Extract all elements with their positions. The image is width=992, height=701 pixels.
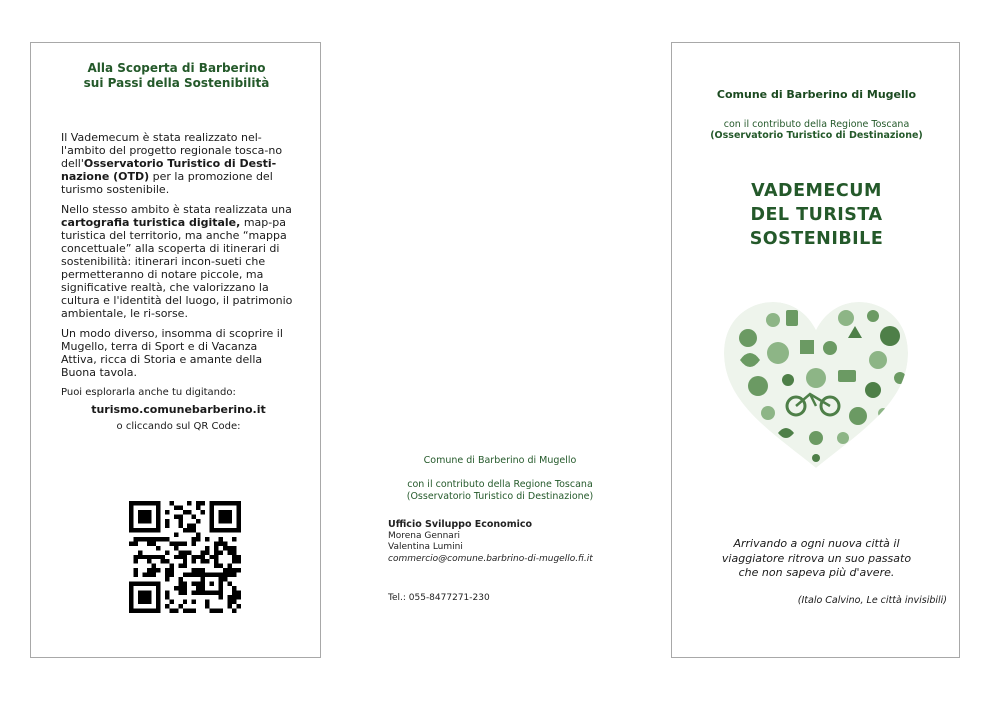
office-contacts [388, 519, 628, 565]
cover-comune: Comune di Barberino di Mugello [716, 88, 917, 101]
cover-quote [672, 537, 961, 581]
cover-title [672, 179, 961, 251]
title-line-2: sui Passi della Sostenibilità [83, 76, 270, 90]
paragraph-1 [61, 131, 296, 196]
person-1: Morena Gennari [388, 530, 461, 541]
cover-title-line-2: DEL TURISTA [750, 205, 883, 225]
paragraph-3: Un modo diverso, insomma di scoprire il Mugello, terra di Sport e di Vacanza Attiva, ricca di Storia e amante della Buona tavola. [61, 327, 283, 379]
brochure-left-panel [30, 42, 321, 658]
p2-run-0: Nello stesso ambito è stata realizzata una [61, 203, 292, 216]
title-line-1: Alla Scoperta di Barberino [87, 61, 266, 75]
office-title: Ufficio Sviluppo Economico [388, 519, 533, 530]
quote-line-2: viaggiatore ritrova un suo passato [721, 551, 912, 565]
p2-run-2: map-pa turistica del territorio, ma anche “mappa concettuale” alla scoperta di itinerari di sostenibilità: itinerari incon-sueti che permetteranno di notare piccole, ma significative realtà, che valorizzano la cultura e l'identità del luogo, il patrimonio ambientale, le ri-sorse. [61, 216, 293, 320]
contact-email[interactable]: commercio@comune.barbrino-di-mugello.fi.it [388, 553, 593, 564]
cover-title-line-3: SOSTENIBILE [749, 229, 884, 249]
explore-text: Puoi esplorarla anche tu digitando: [61, 387, 236, 398]
p1-run-2: per la promozione del turismo sostenibile. [61, 170, 273, 196]
left-panel-body [61, 131, 296, 433]
heart-eco-illustration-icon [718, 298, 914, 474]
left-panel-title [31, 61, 322, 91]
middle-contrib [370, 479, 630, 503]
quote-author: (Italo Calvino, Le città invisibili) [797, 595, 947, 606]
qr-code-icon[interactable] [129, 501, 241, 613]
quote-line-1: Arrivando a ogni nuova città il [733, 537, 900, 550]
paragraph-2 [61, 203, 296, 320]
p1-run-1: Osservatorio Turistico di Desti-nazione (OTD) [61, 157, 277, 183]
cover-contrib [672, 119, 961, 141]
quote-line-3: che non sapeva più d'avere. [738, 566, 895, 579]
brochure-middle-panel [370, 0, 630, 701]
cover-title-line-1: VADEMECUM [751, 181, 882, 201]
person-2: Valentina Lumini [388, 542, 463, 552]
brochure-cover-panel [671, 42, 960, 658]
contrib-line-2: (Osservatorio Turistico di Destinazione) [406, 491, 594, 502]
p1-run-0: Il Vademecum è stata realizzato nel-l'ambito del progetto regionale tosca-no dell' [61, 131, 283, 170]
middle-comune: Comune di Barberino di Mugello [423, 455, 577, 466]
p2-run-1: cartografia turistica digitale, [61, 216, 241, 229]
contact-phone: Tel.: 055-8477271-230 [388, 593, 490, 603]
cover-contrib-line-2: (Osservatorio Turistico di Destinazione) [710, 130, 923, 141]
website-url[interactable]: turismo.comunebarberino.it [91, 403, 266, 416]
cover-contrib-line-1: con il contributo della Regione Toscana [723, 119, 910, 130]
contrib-line-1: con il contributo della Regione Toscana [407, 479, 593, 490]
qr-instruction: o cliccando sul QR Code: [116, 421, 241, 432]
